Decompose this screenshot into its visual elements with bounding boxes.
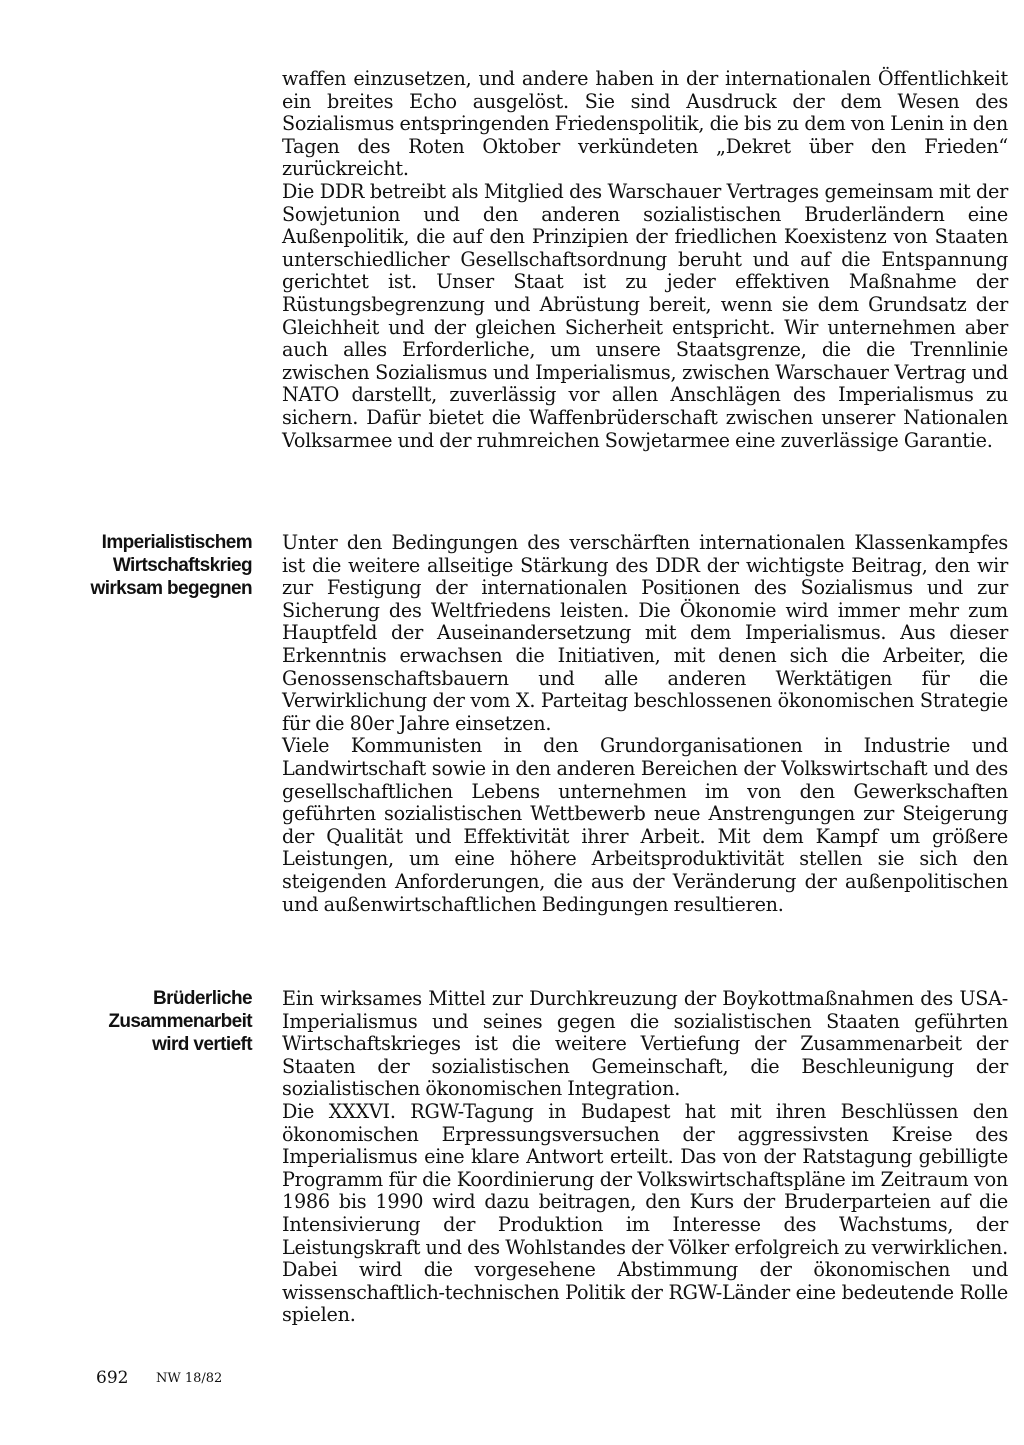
margin-heading-cooperation	[40, 988, 252, 1056]
margin-heading-economic-war	[40, 532, 252, 600]
paragraph: waffen einzusetzen, und andere haben in der internationalen Öffentlichkeit ein breites Echo ausgelöst. Sie sind Ausdruck der dem Wesen des Sozialismus entspringenden Friedenspolitik, die bis zu dem von Lenin in den Tagen des Roten Oktober verkündeten „Dekret über den Frieden“ zurückreicht.	[282, 67, 1008, 181]
heading-line: wird vertieft	[152, 1033, 252, 1055]
paragraph: Die XXXVI. RGW-Tagung in Budapest hat mit ihren Beschlüssen den ökonomischen Erpressungsversuchen der aggressivsten Kreise des Imperialismus eine klare Antwort erteilt. Das von der Ratstagung gebilligte Programm für die Koordinierung der Volkswirtschaftspläne im Zeitraum von 1986 bis 1990 wird dazu beitragen, den Kurs der Bruderparteien auf die Intensivierung der Produktion im Interesse des Wachstums, der Leistungskraft und des Wohlstandes der Völker erfolgreich zu verwirklichen. Dabei wird die vorgesehene Abstimmung der ökonomischen und wissenschaftlich-technischen Politik der RGW-Länder eine bedeutende Rolle spielen.	[282, 1099, 1009, 1327]
section-cooperation-body	[282, 988, 1008, 1327]
heading-line: Zusammenarbeit	[108, 1010, 252, 1032]
paragraph: Unter den Bedingungen des verschärften internationalen Klassenkampfes ist die weitere allseitige Stärkung des DDR der wichtigste Beitrag, den wir zur Festigung der internationalen Positionen des Sozialismus und zur Sicherung des Weltfriedens leisten. Die Ökonomie wird immer mehr zum Hauptfeld der Auseinandersetzung mit dem Imperialismus. Aus dieser Erkenntnis erwachsen die Initiativen, mit denen sich die Arbeiter, die Genossenschaftsbauern und alle anderen Werktätigen für die Verwirklichung der vom X. Parteitag beschlossenen ökonomischen Strategie für die 80er Jahre einsetzen.	[282, 531, 1008, 735]
paragraph: Viele Kommunisten in den Grundorganisationen in Industrie und Landwirtschaft sowie in den anderen Bereichen der Volkswirtschaft und des gesellschaftlichen Lebens unternehmen im von den Gewerkschaften geführten sozialistischen Wettbewerb neue Anstrengungen zur Steigerung der Qualität und Effektivität ihrer Arbeit. Mit dem Kampf um größere Leistungen, um eine höhere Arbeitsproduktivität stellen sie sich den steigenden Anforderungen, die aus der Veränderung der außenpolitischen und außenwirtschaftlichen Bedingungen resultieren.	[282, 734, 1008, 916]
section-intro-body	[282, 68, 1008, 452]
section-economic-war-body	[282, 532, 1008, 916]
paragraph: Ein wirksames Mittel zur Durchkreuzung der Boykottmaßnahmen des USA-Imperialismus und seines gegen die sozialistischen Staaten geführten Wirtschaftskrieges ist die weitere Vertiefung der Zusammenarbeit der Staaten der sozialistischen Gemeinschaft, die Beschleunigung der sozialistischen ökonomischen Integration.	[282, 987, 1008, 1101]
heading-line: Imperialistischem	[101, 532, 252, 553]
issue-reference: NW 18/82	[156, 1371, 223, 1386]
page-number: 692	[96, 1368, 129, 1388]
heading-line: Brüderliche	[153, 988, 252, 1009]
heading-line: Wirtschaftskrieg	[112, 554, 252, 576]
heading-line: wirksam begegnen	[90, 577, 252, 599]
paragraph: Die DDR betreibt als Mitglied des Warschauer Vertrages gemeinsam mit der Sowjetunion und den anderen sozialistischen Bruderländern eine Außenpolitik, die auf den Prinzipien der friedlichen Koexistenz von Staaten unterschiedlicher Gesellschaftsordnung beruht und auf die Entspannung gerichtet ist. Unser Staat ist zu jeder effektiven Maßnahme der Rüstungsbegrenzung und Abrüstung bereit, wenn sie dem Grundsatz der Gleichheit und der gleichen Sicherheit entspricht. Wir unternehmen aber auch alles Erforderliche, um unsere Staatsgrenze, die die Trennlinie zwischen Sozialismus und Imperialismus, zwischen Warschauer Vertrag und NATO darstellt, zuverlässig vor allen Anschlägen des Imperialismus zu sichern. Dafür bietet die Waffenbrüderschaft zwischen unserer Nationalen Volksarmee und der ruhmreichen Sowjetarmee eine zuverlässige Garantie.	[282, 179, 1008, 452]
